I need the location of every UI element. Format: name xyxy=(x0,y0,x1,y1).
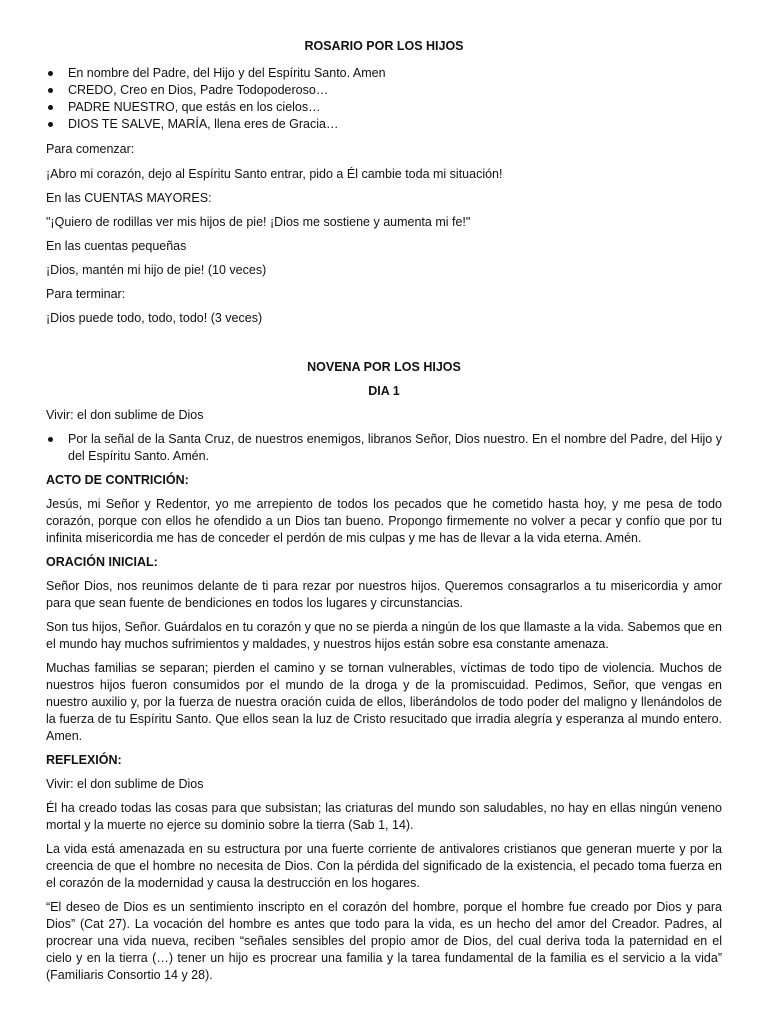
list-item: PADRE NUESTRO, que estás en los cielos… xyxy=(46,99,722,116)
pequenas-label: En las cuentas pequeñas xyxy=(46,239,187,253)
list-item: CREDO, Creo en Dios, Padre Todopoderoso… xyxy=(46,82,722,99)
comenzar-label: Para comenzar: xyxy=(46,142,135,156)
acto-text: Jesús, mi Señor y Redentor, yo me arrepiento de todos los pecados que he cometido hasta hoy, y me pesa de todo corazón, porque con ellos he ofendido a un Dios tan bueno. Propongo firmemente no volver a pecar y confío que por tu infinita misericordia me has de conceder el perdón de mis culpas y me has de llevar a la vida eterna. Amén. xyxy=(46,497,722,545)
oracion-heading: ORACIÓN INICIAL: xyxy=(46,555,158,569)
list-item: DIOS TE SALVE, MARÍA, llena eres de Gracia… xyxy=(46,116,722,133)
novena-bullet-list xyxy=(46,431,722,465)
comenzar-text: ¡Abro mi corazón, dejo al Espíritu Santo entrar, pido a Él cambie toda mi situación! xyxy=(46,167,503,181)
rosario-bullet-list xyxy=(46,65,722,133)
terminar-text: ¡Dios puede todo, todo, todo! (3 veces) xyxy=(46,311,263,325)
pequenas-text: ¡Dios, mantén mi hijo de pie! (10 veces) xyxy=(46,263,267,277)
mayores-label: En las CUENTAS MAYORES: xyxy=(46,191,212,205)
document-page xyxy=(46,38,722,984)
novena-vivir: Vivir: el don sublime de Dios xyxy=(46,408,204,422)
oracion-paragraph: Muchas familias se separan; pierden el camino y se tornan vulnerables, víctimas de todo tipo de violencia. Muchos de nuestros hijos fueron consumidos por el mundo de la droga y de la promiscuidad. Pedimos, Señor, que vengas en nuestro auxilio y, por la fuerza de nuestra oración cuida de ellos, liberándolos de todo poder del maligno y llenándolos de la fuerza de tu Espíritu Santo. Que ellos sean la luz de Cristo resucitado que irradia alegría y esperanza al mundo entero. Amen. xyxy=(46,661,722,743)
reflexion-paragraph: La vida está amenazada en su estructura por una fuerte corriente de antivalores cristianos que generan muerte y por la creencia de que el hombre no necesita de Dios. Con la pérdida del significado de la existencia, el pecado toma fuerza en el corazón de la modernidad y causa la destrucción en los hogares. xyxy=(46,842,722,890)
terminar-label: Para terminar: xyxy=(46,287,126,301)
novena-title: NOVENA POR LOS HIJOS xyxy=(307,360,461,374)
reflexion-vivir: Vivir: el don sublime de Dios xyxy=(46,777,204,791)
novena-day: DIA 1 xyxy=(368,384,400,398)
reflexion-paragraph: Él ha creado todas las cosas para que subsistan; las criaturas del mundo son saludables, no hay en ellas ningún veneno mortal y la muerte no ejerce su dominio sobre la tierra (Sab 1, 14). xyxy=(46,801,722,832)
list-item: En nombre del Padre, del Hijo y del Espíritu Santo. Amen xyxy=(46,65,722,82)
acto-heading: ACTO DE CONTRICIÓN: xyxy=(46,473,189,487)
rosario-title: ROSARIO POR LOS HIJOS xyxy=(304,39,464,53)
oracion-paragraph: Señor Dios, nos reunimos delante de ti para rezar por nuestros hijos. Queremos consagrarlos a tu misericordia y amor para que sean fuente de bendiciones en todos los lugares y circunstancias. xyxy=(46,579,722,610)
reflexion-paragraph: “El deseo de Dios es un sentimiento inscripto en el corazón del hombre, porque el hombre fue creado por Dios y para Dios” (Cat 27). La vocación del hombre es antes que todo para la vida, es un hecho del amor del Creador. Padres, al procrear una vida nueva, reciben “señales sensibles del propio amor de Dios, del cual deriva toda la paternidad en el cielo y en la tierra (…) tener un hijo es procrear una familia y la tarea fundamental de la familia es el servicio a la vida” (Familiaris Consortio 14 y 28). xyxy=(46,900,722,982)
reflexion-heading: REFLEXIÓN: xyxy=(46,753,122,767)
mayores-text: "¡Quiero de rodillas ver mis hijos de pie! ¡Dios me sostiene y aumenta mi fe!" xyxy=(46,215,471,229)
oracion-paragraph: Son tus hijos, Señor. Guárdalos en tu corazón y que no se pierda a ningún de los que llamaste a la vida. Sabemos que en el mundo hay muchos sufrimientos y maldades, y nuestros hijos están sobre esa constante amenaza. xyxy=(46,620,722,651)
list-item: Por la señal de la Santa Cruz, de nuestros enemigos, libranos Señor, Dios nuestro. En el nombre del Padre, del Hijo y del Espíritu Santo. Amén. xyxy=(46,431,722,465)
